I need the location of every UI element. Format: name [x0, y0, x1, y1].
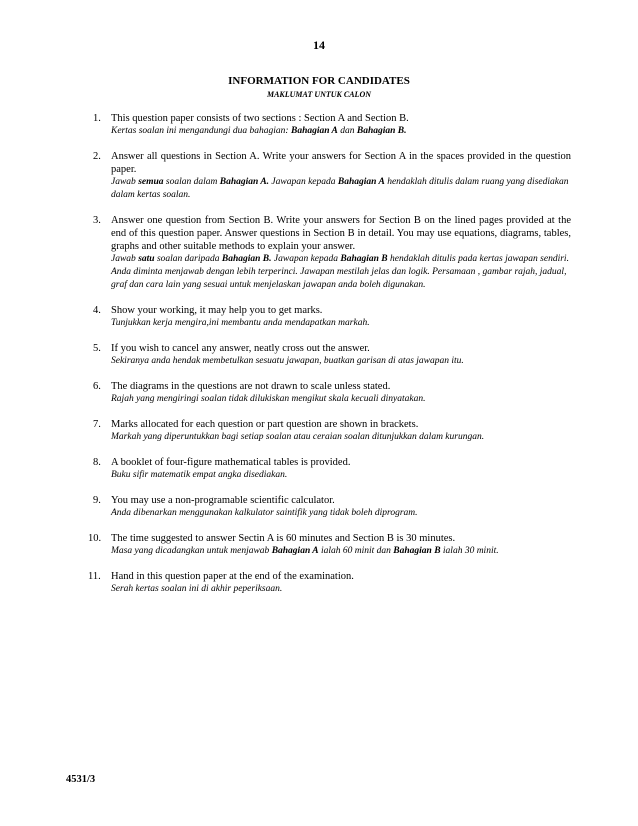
malay-text: Jawapan kepada — [269, 177, 338, 187]
instruction-malay — [111, 393, 571, 406]
malay-text: hendaklah ditulis dalam ruang yang disediakan dalam kertas soalan. — [111, 177, 569, 200]
malay-text: Markah yang diperuntukkan bagi setiap soalan atau ceraian soalan ditunjukkan dalam kurungan. — [111, 432, 485, 442]
instruction-number: 5. — [93, 343, 101, 354]
instruction-english: Show your working, it may help you to get marks. — [111, 305, 323, 316]
instruction-english: Marks allocated for each question or part question are shown in brackets. — [111, 419, 419, 430]
malay-text: Masa yang dicadangkan untuk menjawab — [111, 546, 272, 556]
malay-text: dan — [337, 126, 357, 136]
instruction-english: The time suggested to answer Sectin A is 60 minutes and Section B is 30 minutes. — [111, 533, 456, 544]
malay-text: Jawapan kepada — [271, 254, 341, 264]
instruction-malay — [111, 469, 571, 482]
malay-emphasis: Bahagian B. — [356, 126, 407, 136]
malay-text: soalan dalam — [163, 177, 220, 187]
instruction-english: If you wish to cancel any answer, neatly cross out the answer. — [111, 343, 370, 354]
instruction-number: 4. — [93, 305, 101, 316]
instruction-malay — [111, 583, 571, 596]
page-title: INFORMATION FOR CANDIDATES — [228, 75, 410, 87]
instruction-item — [93, 304, 571, 330]
malay-text: Rajah yang mengiringi soalan tidak dilukiskan mengikut skala kecuali dinyatakan. — [111, 394, 426, 404]
instruction-number: 3. — [93, 215, 101, 226]
instruction-malay — [111, 355, 571, 368]
malay-text: Tunjukkan kerja mengira,ini membantu anda mendapatkan markah. — [111, 318, 370, 328]
instruction-number: 9. — [93, 495, 101, 506]
instruction-english: A booklet of four-figure mathematical tables is provided. — [111, 457, 351, 468]
malay-emphasis: Bahagian A — [337, 177, 385, 187]
instruction-english: This question paper consists of two sections : Section A and Section B. — [111, 113, 409, 124]
instruction-item — [93, 214, 571, 292]
malay-text: Jawab — [111, 177, 139, 187]
malay-emphasis: Bahagian A — [290, 126, 338, 136]
instruction-malay — [111, 431, 571, 444]
instruction-malay — [111, 125, 571, 138]
malay-text: Sekiranya anda hendak membetulkan sesuatu jawapan, buatkan garisan di atas jawapan itu. — [111, 356, 464, 366]
malay-text: ialah 30 minit. — [440, 546, 499, 556]
instruction-item — [93, 494, 571, 520]
instruction-item — [93, 112, 571, 138]
malay-text: Serah kertas soalan ini di akhir peperiksaan. — [111, 584, 283, 594]
instruction-item — [93, 418, 571, 444]
instruction-number: 10. — [88, 533, 102, 544]
instruction-item — [93, 150, 571, 202]
instruction-item — [93, 342, 571, 368]
malay-emphasis: semua — [138, 177, 164, 187]
instruction-english: You may use a non-programable scientific calculator. — [111, 495, 335, 506]
instruction-english: Hand in this question paper at the end of the examination. — [111, 571, 354, 582]
malay-text: ialah 60 minit dan — [318, 546, 394, 556]
instruction-malay — [111, 253, 571, 292]
instruction-english: The diagrams in the questions are not drawn to scale unless stated. — [111, 381, 391, 392]
instruction-number: 2. — [93, 151, 101, 162]
instruction-item — [88, 570, 571, 596]
malay-text: soalan daripada — [154, 254, 222, 264]
instruction-item — [93, 380, 571, 406]
instruction-item — [88, 532, 571, 558]
malay-emphasis: Bahagian A. — [219, 177, 270, 187]
malay-text: Buku sifir matematik empat angka disediakan. — [111, 470, 288, 480]
instruction-item — [93, 456, 571, 482]
malay-emphasis: satu — [138, 254, 155, 264]
instruction-english: Answer all questions in Section A. Write your answers for Section A in the spaces provided in the question paper. — [111, 151, 571, 175]
instruction-english: Answer one question from Section B. Write your answers for Section B on the lined pages provided at the end of this question paper. Answer questions in Section B in detail. You may use equations, diagrams, tables, graphs and other suitable methods to explain your answer. — [111, 215, 571, 252]
malay-emphasis: Bahagian B — [393, 546, 441, 556]
malay-text: Jawab — [111, 254, 139, 264]
malay-text: hendaklah ditulis pada kertas jawapan sendiri. Anda diminta menjawab dengan lebih terperinci. Jawapan mestilah jelas dan logik. Persamaan , gambar rajah, jadual, graf dan cara lain yang sesuai untuk menjelaskan jawapan anda boleh digunakan. — [111, 254, 569, 290]
malay-emphasis: Bahagian B — [340, 254, 388, 264]
instructions-list — [88, 112, 571, 608]
instruction-malay — [111, 507, 571, 520]
instruction-number: 11. — [88, 571, 101, 582]
malay-emphasis: Bahagian A — [271, 546, 319, 556]
paper-code: 4531/3 — [66, 774, 96, 785]
malay-text: Anda dibenarkan menggunakan kalkulator saintifik yang tidak boleh diprogram. — [111, 508, 418, 518]
instruction-number: 8. — [93, 457, 101, 468]
malay-emphasis: Bahagian B. — [221, 254, 272, 264]
instruction-malay — [111, 545, 571, 558]
malay-text: Kertas soalan ini mengandungi dua bahagian: — [111, 126, 291, 136]
page-number: 14 — [313, 38, 325, 52]
instruction-malay — [111, 176, 571, 202]
instruction-malay — [111, 317, 571, 330]
instruction-number: 1. — [93, 113, 101, 124]
page-subtitle: MAKLUMAT UNTUK CALON — [266, 90, 371, 99]
instruction-number: 6. — [93, 381, 101, 392]
instruction-number: 7. — [93, 419, 101, 430]
